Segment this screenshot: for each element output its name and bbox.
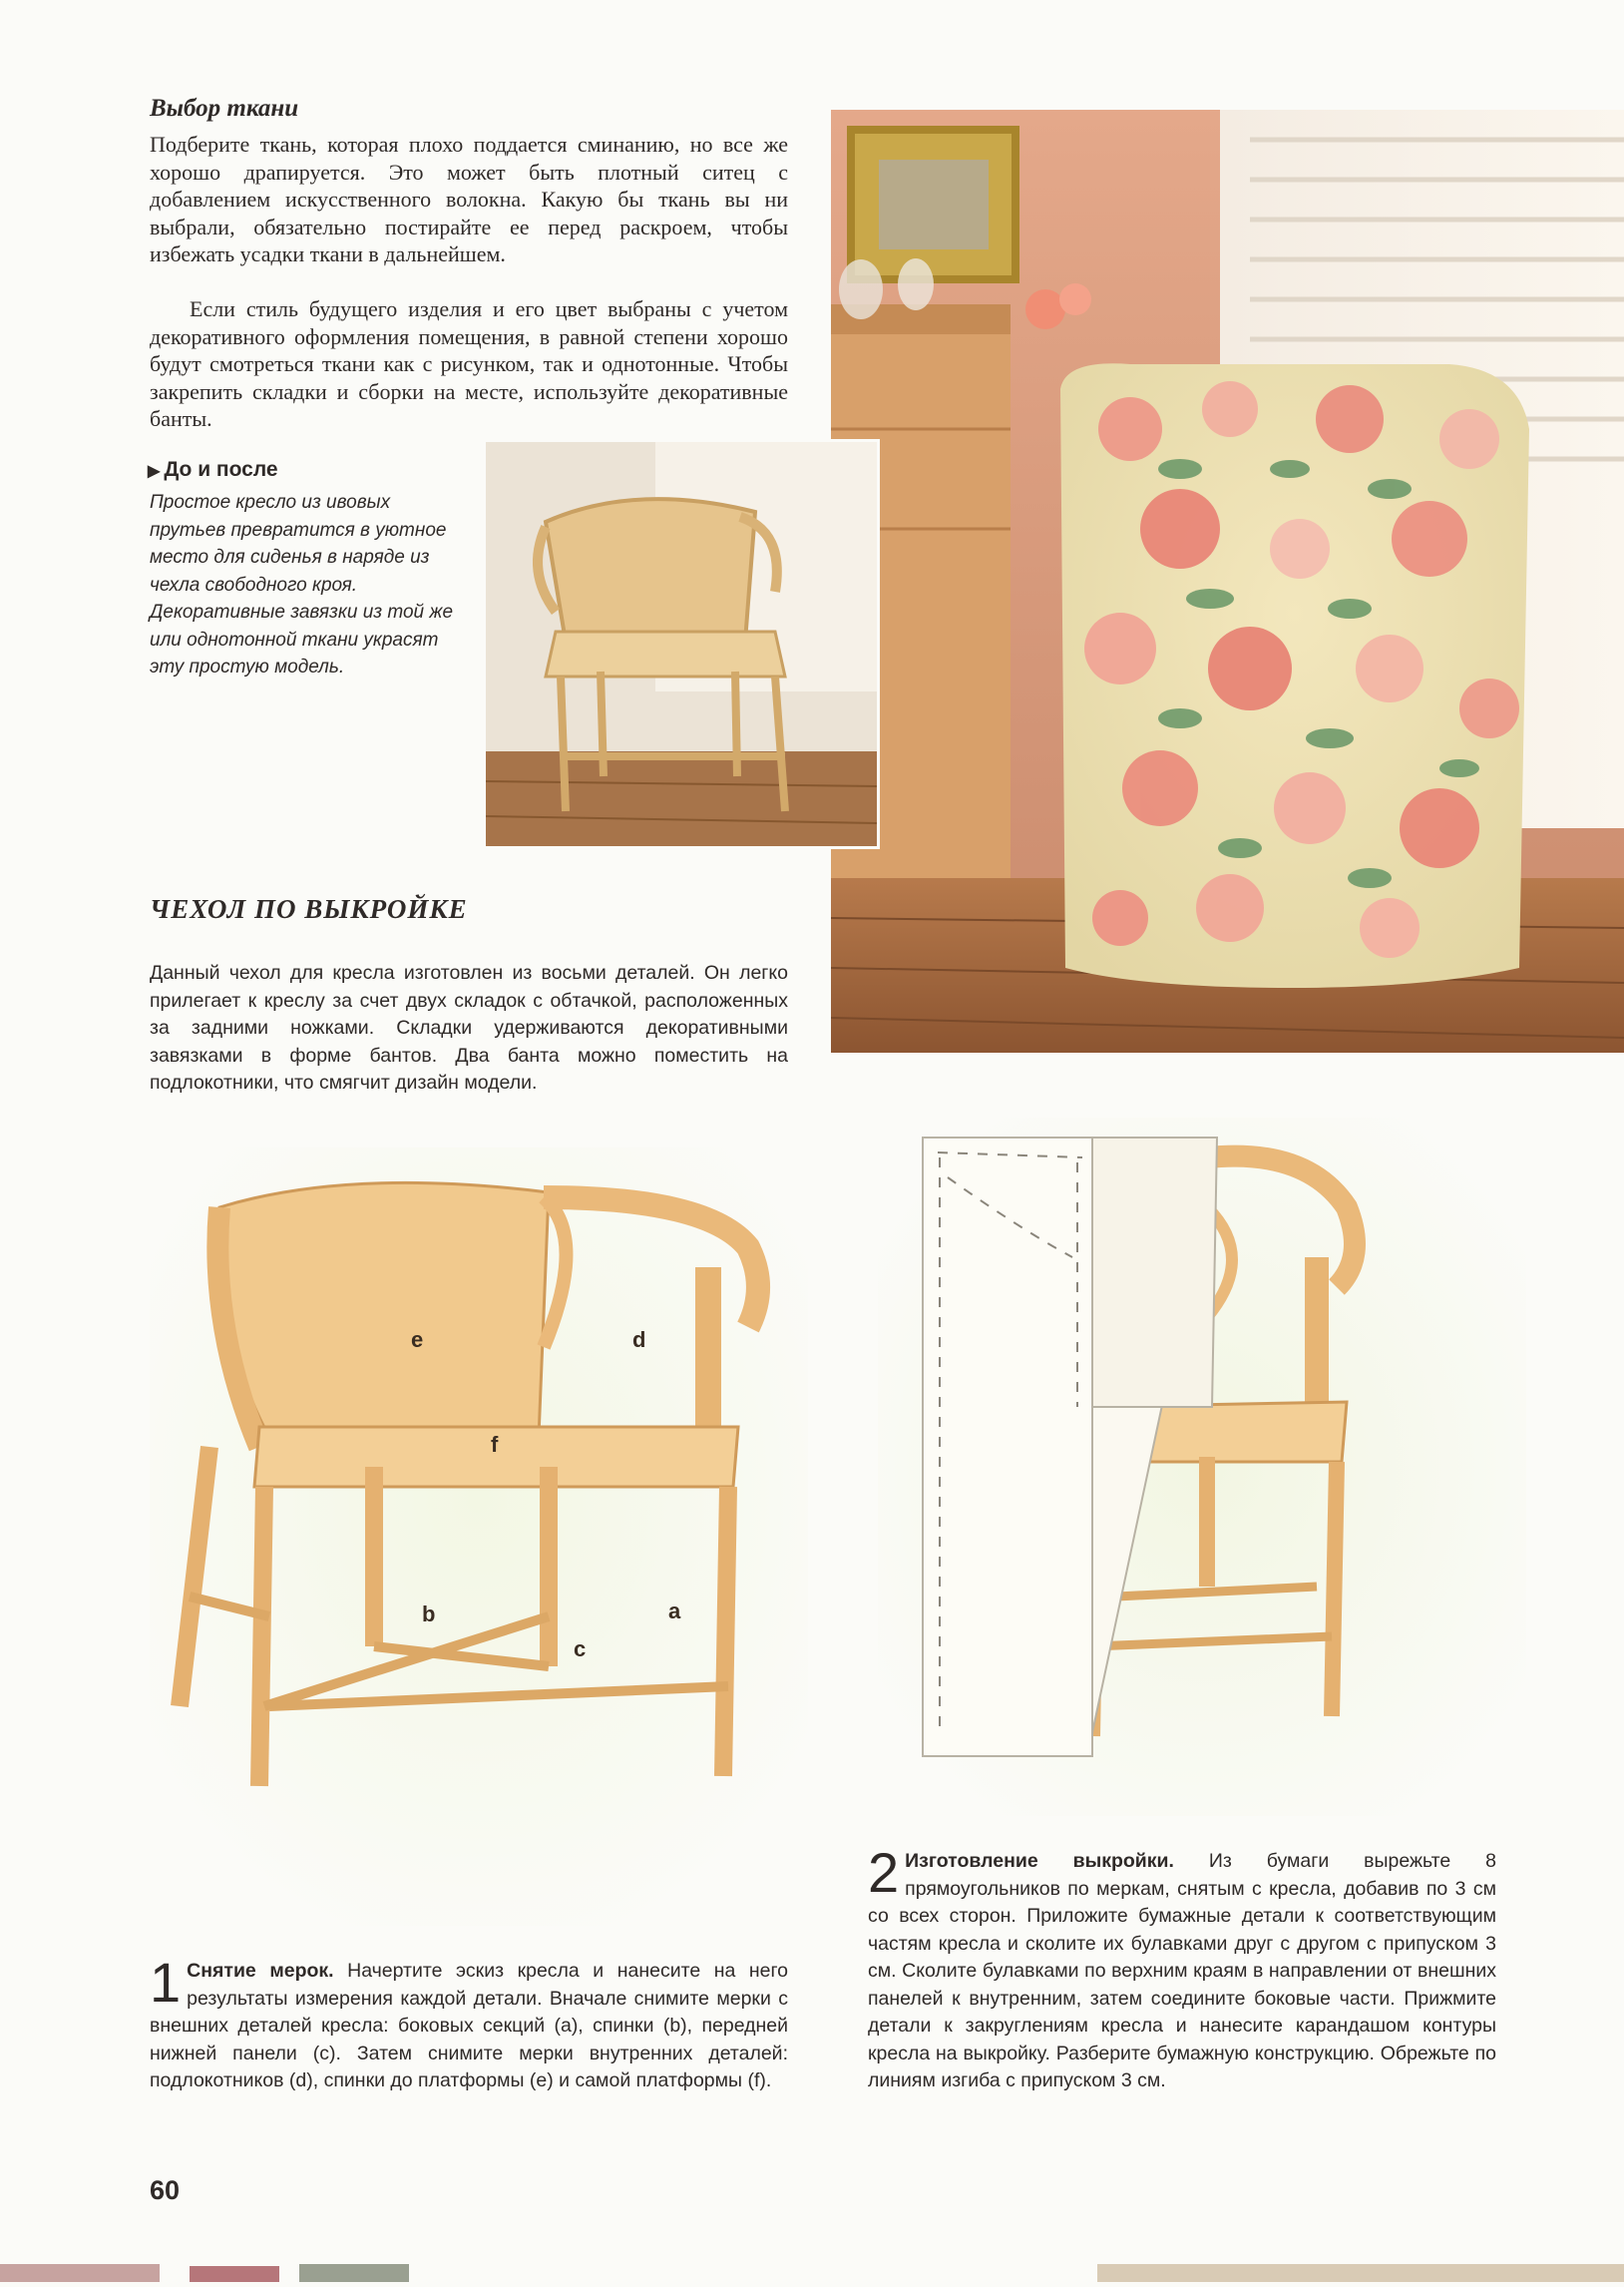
diagram-label-c: c (574, 1636, 587, 1661)
scan-edge-strip (0, 2258, 1624, 2282)
photo-covered-chair (831, 110, 1624, 1053)
section-title: ЧЕХОЛ ПО ВЫКРОЙКЕ (150, 894, 468, 924)
fabric-paragraph-2: Если стиль будущего изделия и его цвет выбраны с учетом декоративного оформления помещения, в равной степени хорошо будут смотреться ткани как с рисунком, так и однотонные. Чтобы закрепить складки и сборки на месте, используйте декоративные банты. (150, 296, 788, 431)
step-1-number: 1 (150, 1951, 182, 2014)
fabric-heading: Выбор ткани (150, 95, 299, 122)
step-1-text: Начертите эскиз кресла и нанесите на него результаты измерения каждой детали. Вначале снимите мерки с внешних деталей кресла: боковых секций (a), спинки (b), передней нижней панели (c). Затем снимите мерки внутренних деталей: подлокотников (d), спинки до платформы (e) и самой платформы (f). (150, 1960, 789, 2091)
diagram-paper-pattern (878, 1118, 1526, 1816)
before-after-title: До и после (164, 458, 278, 481)
triangle-marker-icon: ▶ (148, 463, 161, 480)
photo-wicker-chair (483, 439, 880, 849)
step-2-number: 2 (868, 1841, 900, 1904)
step-1 (150, 1951, 789, 2095)
step-2 (868, 1841, 1496, 2095)
page-number: 60 (150, 2175, 181, 2205)
diagram-chair-measurements (150, 1147, 808, 1926)
diagram-label-d: d (632, 1327, 646, 1352)
diagram-label-a: a (668, 1599, 681, 1623)
before-after-caption: Простое кресло из ивовых прутьев превратится в уютное место для сиденья в наряде из чехла свободного кроя. Декоративные завязки из той же или однотонной ткани украсят эту простую модель. (150, 492, 454, 678)
step-2-text: Из бумаги вырежьте 8 прямоугольников по меркам, снятым с кресла, добавив по 3 см со всех сторон. Приложите бумажные детали к соответствующим частям кресла и сколите их булавками друг с другом с припуском 3 см. Сколите булавками по верхним краям в направлении от внешних панелей к внутренним, затем соедините боковые части. Прижмите детали к закруглениям кресла и нанесите карандашом контуры кресла на выкройку. Разберите бумажную конструкцию. Обрежьте по линиям изгиба с припуском 3 см. (868, 1850, 1496, 2091)
section-intro: Данный чехол для кресла изготовлен из восьми деталей. Он легко прилегает к креслу за счет двух складок с обтачкой, расположенных за задними ножками. Складки удерживаются декоративными завязками в форме бантов. Два банта можно поместить на подлокотники, что смягчит дизайн модели. (150, 962, 788, 1094)
diagram-label-f: f (491, 1432, 499, 1457)
step-2-title: Изготовление выкройки. (905, 1850, 1174, 1872)
fabric-paragraph-1: Подберите ткань, которая плохо поддается сминанию, но все же хорошо драпируется. Это может быть плотный ситец с добавлением искусственного волокна. Какую бы ткань вы ни выбрали, обязательно постирайте ее перед раскроем, чтобы избежать усадки ткани в дальнейшем. (150, 132, 788, 266)
diagram-label-e: e (411, 1327, 424, 1352)
step-1-title: Снятие мерок. (187, 1960, 334, 1982)
before-after-heading (148, 458, 278, 482)
diagram-label-b: b (422, 1601, 436, 1626)
